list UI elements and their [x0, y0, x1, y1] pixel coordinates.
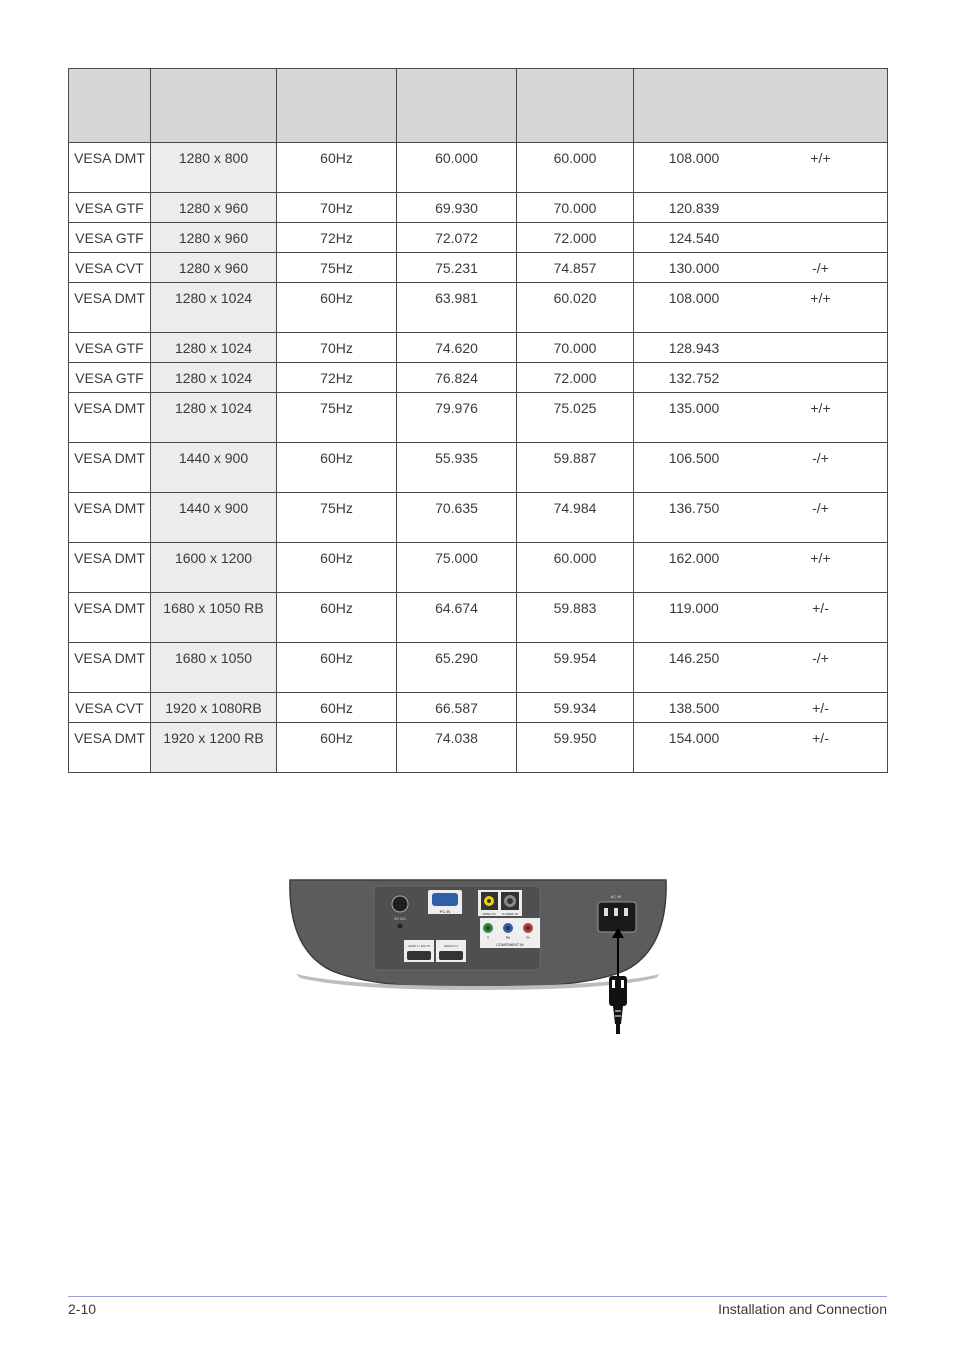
table-row — [69, 723, 888, 773]
table-row — [69, 443, 888, 493]
frequency-cell: 75Hz — [277, 393, 397, 443]
frequency-cell: 75Hz — [277, 493, 397, 543]
table-row — [69, 393, 888, 443]
resolution-cell: 1440 x 900 — [151, 493, 277, 543]
horizontal-frequency-cell: 79.976 — [397, 393, 517, 443]
frequency-cell: 70Hz — [277, 193, 397, 223]
pixel-clock-value: 162.000 — [668, 550, 720, 566]
frequency-cell: 60Hz — [277, 693, 397, 723]
sync-polarity-value: +/- — [812, 730, 829, 746]
vertical-frequency-cell: 59.887 — [517, 443, 634, 493]
vertical-frequency-cell: 59.883 — [517, 593, 634, 643]
sync-polarity-value: -/+ — [812, 500, 829, 516]
mode-cell: VESA GTF — [69, 333, 151, 363]
mode-cell: VESA CVT — [69, 253, 151, 283]
sync-polarity-value: +/+ — [810, 150, 831, 166]
header-cell — [69, 69, 151, 143]
pixel-clock-value: 138.500 — [668, 700, 720, 716]
sync-polarity-value: +/+ — [810, 550, 831, 566]
resolution-cell: 1280 x 1024 — [151, 393, 277, 443]
clock-polarity-cell — [634, 143, 888, 193]
mode-cell: VESA DMT — [69, 393, 151, 443]
section-title: Installation and Connection — [718, 1301, 887, 1317]
component-label: COMPONENT IN — [496, 943, 524, 947]
clock-polarity-cell — [634, 723, 888, 773]
page-number: 2-10 — [68, 1301, 97, 1317]
horizontal-frequency-cell: 60.000 — [397, 143, 517, 193]
clock-polarity-cell — [634, 283, 888, 333]
vertical-frequency-cell: 70.000 — [517, 193, 634, 223]
clock-polarity-cell — [634, 223, 888, 253]
pixel-clock-value: 108.000 — [668, 290, 720, 306]
vertical-frequency-cell: 74.857 — [517, 253, 634, 283]
monitor-rear-panel-figure — [286, 878, 670, 1038]
table-row — [69, 193, 888, 223]
hdmi1-label: HDMI 1 / DVI IN — [408, 944, 430, 948]
mode-cell: VESA DMT — [69, 543, 151, 593]
vertical-frequency-cell: 72.000 — [517, 223, 634, 253]
vertical-frequency-cell: 59.934 — [517, 693, 634, 723]
vertical-frequency-cell: 75.025 — [517, 393, 634, 443]
horizontal-frequency-cell: 74.620 — [397, 333, 517, 363]
sync-polarity-value: -/+ — [812, 260, 829, 276]
s-video-label: S-VIDEO IN — [501, 912, 519, 916]
pb-label: Pb — [505, 936, 511, 940]
resolution-cell: 1280 x 960 — [151, 193, 277, 223]
sync-polarity-value: +/- — [812, 700, 829, 716]
resolution-cell: 1280 x 960 — [151, 223, 277, 253]
table-row — [69, 543, 888, 593]
frequency-cell: 72Hz — [277, 363, 397, 393]
pixel-clock-value: 106.500 — [668, 450, 720, 466]
mode-cell: VESA DMT — [69, 143, 151, 193]
mode-cell: VESA GTF — [69, 363, 151, 393]
resolution-cell: 1280 x 1024 — [151, 283, 277, 333]
resolution-cell: 1920 x 1200 RB — [151, 723, 277, 773]
vga-port-icon — [432, 893, 458, 906]
mode-cell: VESA DMT — [69, 493, 151, 543]
resolution-cell: 1280 x 800 — [151, 143, 277, 193]
resolution-cell: 1680 x 1050 RB — [151, 593, 277, 643]
resolution-cell: 1600 x 1200 — [151, 543, 277, 593]
horizontal-frequency-cell: 64.674 — [397, 593, 517, 643]
pixel-clock-value: 128.943 — [668, 340, 720, 356]
horizontal-frequency-cell: 75.000 — [397, 543, 517, 593]
clock-polarity-cell — [634, 363, 888, 393]
frequency-cell: 60Hz — [277, 543, 397, 593]
ac-socket-icon — [598, 902, 636, 932]
pixel-clock-value: 119.000 — [669, 600, 719, 616]
header-cell — [634, 69, 888, 143]
resolution-cell: 1280 x 1024 — [151, 333, 277, 363]
clock-polarity-cell — [634, 333, 888, 363]
y-label: Y — [486, 936, 490, 940]
dc-label: 9V DC — [394, 916, 406, 921]
pc-in-label: PC IN — [439, 909, 451, 914]
horizontal-frequency-cell: 66.587 — [397, 693, 517, 723]
vertical-frequency-cell: 60.000 — [517, 543, 634, 593]
hdmi2-label: HDMI IN 2 — [443, 944, 459, 948]
pixel-clock-value: 108.000 — [668, 150, 720, 166]
mode-cell: VESA CVT — [69, 693, 151, 723]
resolution-cell: 1280 x 960 — [151, 253, 277, 283]
header-cell — [397, 69, 517, 143]
ac-in-label: AC IN — [610, 894, 622, 899]
mode-cell: VESA DMT — [69, 283, 151, 333]
table-row — [69, 223, 888, 253]
table-row — [69, 593, 888, 643]
frequency-cell: 60Hz — [277, 443, 397, 493]
horizontal-frequency-cell: 55.935 — [397, 443, 517, 493]
pr-label: Pr — [526, 936, 530, 940]
clock-polarity-cell — [634, 393, 888, 443]
power-plug-icon — [609, 976, 627, 1006]
mode-cell: VESA DMT — [69, 443, 151, 493]
vertical-frequency-cell: 74.984 — [517, 493, 634, 543]
footer-rule — [68, 1296, 887, 1297]
vertical-frequency-cell: 60.020 — [517, 283, 634, 333]
mode-cell: VESA GTF — [69, 223, 151, 253]
mode-cell: VESA DMT — [69, 723, 151, 773]
horizontal-frequency-cell: 75.231 — [397, 253, 517, 283]
resolution-cell: 1680 x 1050 — [151, 643, 277, 693]
resolution-cell: 1280 x 1024 — [151, 363, 277, 393]
sync-polarity-value — [754, 363, 887, 388]
table-header-row — [69, 69, 888, 143]
frequency-cell: 72Hz — [277, 223, 397, 253]
pixel-clock-value: 120.839 — [668, 200, 720, 216]
horizontal-frequency-cell: 69.930 — [397, 193, 517, 223]
pixel-clock-value: 132.752 — [668, 370, 720, 386]
frequency-cell: 70Hz — [277, 333, 397, 363]
frequency-cell: 60Hz — [277, 723, 397, 773]
vertical-frequency-cell: 70.000 — [517, 333, 634, 363]
table-row — [69, 643, 888, 693]
table-row — [69, 333, 888, 363]
table-row — [69, 143, 888, 193]
header-cell — [517, 69, 634, 143]
header-cell — [151, 69, 277, 143]
dc-jack-icon — [392, 896, 408, 912]
pixel-clock-value: 146.250 — [668, 650, 720, 666]
horizontal-frequency-cell: 65.290 — [397, 643, 517, 693]
clock-polarity-cell — [634, 253, 888, 283]
display-mode-table — [68, 68, 888, 773]
clock-polarity-cell — [634, 643, 888, 693]
pixel-clock-value: 135.000 — [668, 400, 720, 416]
horizontal-frequency-cell: 74.038 — [397, 723, 517, 773]
frequency-cell: 60Hz — [277, 283, 397, 333]
table-row — [69, 493, 888, 543]
frequency-cell: 75Hz — [277, 253, 397, 283]
header-cell — [277, 69, 397, 143]
vertical-frequency-cell: 59.950 — [517, 723, 634, 773]
clock-polarity-cell — [634, 543, 888, 593]
sync-polarity-value — [754, 223, 887, 248]
table-row — [69, 283, 888, 333]
clock-polarity-cell — [634, 593, 888, 643]
hdmi1-port-icon — [407, 951, 431, 960]
frequency-cell: 60Hz — [277, 643, 397, 693]
mode-cell: VESA GTF — [69, 193, 151, 223]
sync-polarity-value: -/+ — [812, 650, 829, 666]
sync-polarity-value: +/+ — [810, 290, 831, 306]
pixel-clock-value: 130.000 — [668, 260, 720, 276]
frequency-cell: 60Hz — [277, 143, 397, 193]
clock-polarity-cell — [634, 193, 888, 223]
vertical-frequency-cell: 59.954 — [517, 643, 634, 693]
sync-polarity-value: +/- — [812, 600, 829, 616]
sync-polarity-value: -/+ — [812, 450, 829, 466]
clock-polarity-cell — [634, 443, 888, 493]
table-row — [69, 363, 888, 393]
table-row — [69, 253, 888, 283]
clock-polarity-cell — [634, 493, 888, 543]
video-label: VIDEO IN — [482, 912, 496, 916]
sync-polarity-value: +/+ — [810, 400, 831, 416]
frequency-cell: 60Hz — [277, 593, 397, 643]
horizontal-frequency-cell: 63.981 — [397, 283, 517, 333]
vertical-frequency-cell: 60.000 — [517, 143, 634, 193]
resolution-cell: 1920 x 1080RB — [151, 693, 277, 723]
sync-polarity-value — [754, 333, 887, 358]
sync-polarity-value — [754, 193, 887, 218]
horizontal-frequency-cell: 70.635 — [397, 493, 517, 543]
horizontal-frequency-cell: 72.072 — [397, 223, 517, 253]
hdmi2-port-icon — [439, 951, 463, 960]
mode-cell: VESA DMT — [69, 593, 151, 643]
mode-cell: VESA DMT — [69, 643, 151, 693]
table-row — [69, 693, 888, 723]
pixel-clock-value: 154.000 — [668, 730, 720, 746]
pixel-clock-value: 136.750 — [668, 500, 720, 516]
vertical-frequency-cell: 72.000 — [517, 363, 634, 393]
horizontal-frequency-cell: 76.824 — [397, 363, 517, 393]
resolution-cell: 1440 x 900 — [151, 443, 277, 493]
table-body — [69, 69, 888, 773]
clock-polarity-cell — [634, 693, 888, 723]
pixel-clock-value: 124.540 — [668, 230, 720, 246]
